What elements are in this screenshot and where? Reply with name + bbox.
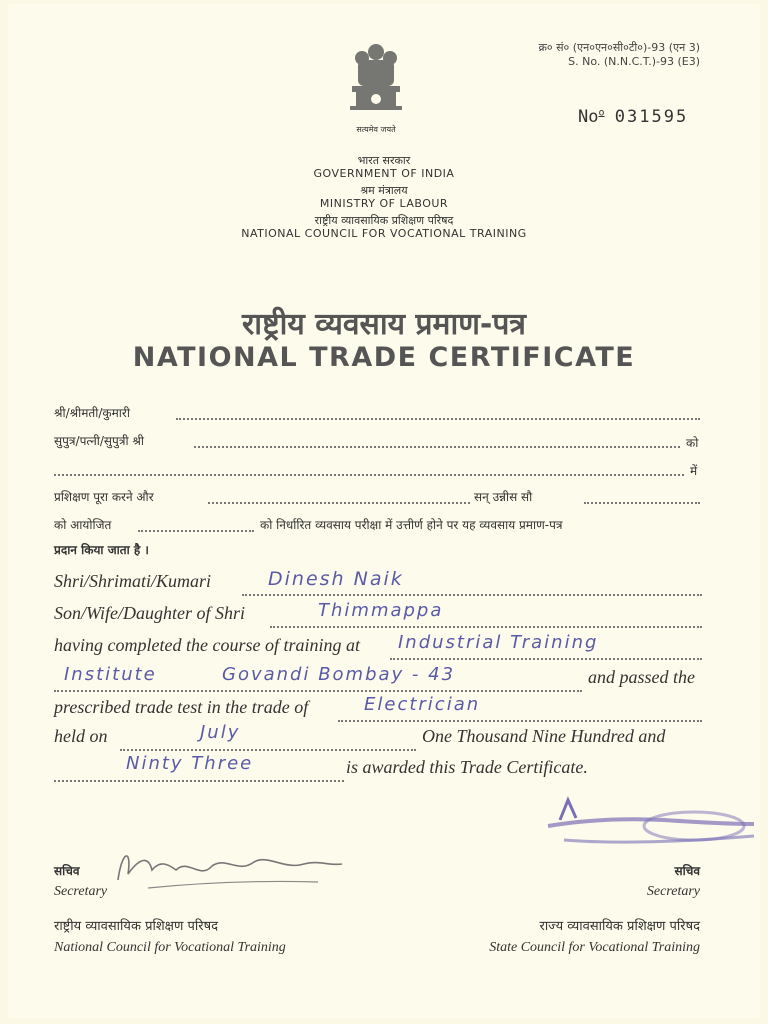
english-line-4-blank <box>54 690 582 692</box>
right-secretary-en: Secretary <box>646 884 700 899</box>
english-line-7-end: is awarded this Trade Certificate. <box>346 757 588 777</box>
filled-trade: Electrician <box>364 694 481 715</box>
filled-month: July <box>200 722 241 743</box>
hindi-line-3-blank <box>54 474 684 476</box>
english-line-1: Shri/Shrimati/Kumari <box>54 571 212 591</box>
ministry-hi: श्रम मंत्रालय <box>360 184 408 197</box>
hindi-line-1: श्री/श्रीमती/कुमारी <box>54 406 130 420</box>
hindi-line-6: प्रदान किया जाता है । <box>54 543 149 557</box>
hindi-line-2-blank <box>194 446 680 448</box>
english-line-5-blank <box>338 720 702 722</box>
hindi-line-5a: को आयोजित <box>54 518 112 532</box>
filled-father: Thimmappa <box>318 600 444 621</box>
english-line-2: Son/Wife/Daughter of Shri <box>54 603 245 623</box>
filled-institute-2b: Govandi Bombay - 43 <box>222 664 456 685</box>
certificate <box>8 4 760 1018</box>
english-line-6-blank <box>120 749 416 751</box>
hindi-line-4-mid: सन् उन्नीस सौ <box>474 490 533 504</box>
hindi-line-3-end: में <box>690 464 698 478</box>
right-council-en: State Council for Vocational Training <box>489 940 700 955</box>
filled-name: Dinesh Naik <box>268 568 404 590</box>
english-line-6-end: One Thousand Nine Hundred and <box>422 726 666 746</box>
english-line-3: having completed the course of training at <box>54 635 360 655</box>
serial-code-hi: क्र० सं० (एन०एन०सी०टी०)-93 (एन 3) <box>538 41 700 54</box>
filled-year-words: Ninty Three <box>126 753 254 774</box>
hindi-line-1-blank <box>176 418 700 420</box>
serial-code-en: S. No. (N.N.C.T.)-93 (E3) <box>568 55 700 68</box>
english-line-7-blank <box>54 780 344 782</box>
council-en: NATIONAL COUNCIL FOR VOCATIONAL TRAINING <box>241 227 527 240</box>
hindi-line-5-blank <box>138 530 254 532</box>
english-line-1-blank <box>242 594 702 596</box>
council-hi: राष्ट्रीय व्यावसायिक प्रशिक्षण परिषद <box>314 214 454 227</box>
number-label: No <box>578 107 599 127</box>
gov-en: GOVERNMENT OF INDIA <box>313 167 455 180</box>
english-line-6: held on <box>54 726 108 746</box>
title-english: NATIONAL TRADE CERTIFICATE <box>132 342 636 373</box>
hindi-line-2: सुपुत्र/पत्नी/सुपुत्री श्री <box>54 434 144 448</box>
english-line-4-end: and passed the <box>588 667 695 687</box>
emblem-motto: सत्यमेव जयते <box>356 125 396 134</box>
hindi-line-5b: को निर्धारित व्यवसाय परीक्षा में उत्तीर्ण होने पर यह व्यवसाय प्रमाण-पत्र <box>260 518 563 532</box>
national-emblem-icon <box>344 40 408 140</box>
left-council-hi: राष्ट्रीय व्यावसायिक प्रशिक्षण परिषद <box>54 919 219 934</box>
hindi-line-4-blank <box>208 502 470 504</box>
gov-hi: भारत सरकार <box>357 154 411 167</box>
serial-code <box>538 40 700 68</box>
english-line-3-blank <box>390 658 702 660</box>
left-secretary-en: Secretary <box>54 884 108 899</box>
filled-institute-2a: Institute <box>64 664 157 685</box>
filled-institute-1: Industrial Training <box>398 632 599 653</box>
right-signature-stamp-icon <box>544 790 760 856</box>
left-council-en: National Council for Vocational Training <box>54 940 286 955</box>
right-secretary-hi: सचिव <box>674 864 700 878</box>
english-line-2-blank <box>270 626 702 628</box>
number-value: 031595 <box>614 107 689 127</box>
hindi-line-2-end: को <box>686 436 699 450</box>
english-line-5: prescribed trade test in the trade of <box>54 697 309 717</box>
ministry-en: MINISTRY OF LABOUR <box>319 197 449 210</box>
hindi-line-4: प्रशिक्षण पूरा करने और <box>54 490 154 504</box>
hindi-line-4-blank-2 <box>584 502 700 504</box>
left-signature-icon <box>108 840 348 900</box>
left-secretary-hi: सचिव <box>54 864 80 878</box>
right-council-hi: राज्य व्यावसायिक प्रशिक्षण परिषद <box>539 919 700 934</box>
header-block <box>8 154 760 240</box>
certificate-number: No$^o$ 031595 <box>578 107 689 127</box>
title-hindi: राष्ट्रीय व्यवसाय प्रमाण-पत्र <box>242 307 526 342</box>
